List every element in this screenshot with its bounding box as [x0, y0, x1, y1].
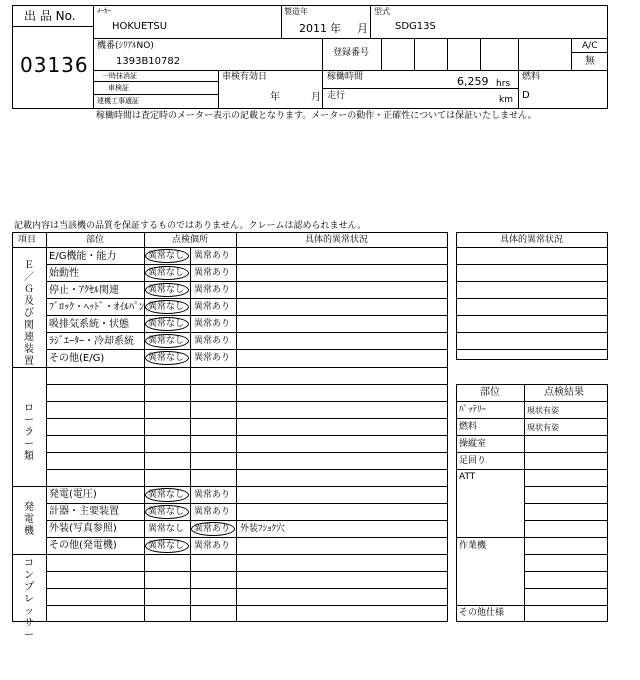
hours-value: 6,259 [457, 75, 489, 88]
check-ok: 異常なし [148, 507, 185, 517]
check-ng: 異常あり [194, 319, 231, 329]
check-ng: 異常あり [194, 302, 231, 312]
part-label: 始動性 [49, 268, 79, 279]
hours-label: 稼働時間 [327, 72, 364, 82]
check-ng: 異常あり [194, 353, 231, 363]
check-ng: 異常あり [194, 336, 231, 346]
col-check: 点検個所 [172, 235, 209, 245]
group-label-char: 発 [24, 502, 34, 513]
hours-unit: hrs [496, 79, 511, 89]
group-label-char: 関 [24, 320, 34, 331]
maker-value: HOKUETSU [112, 21, 168, 32]
group-label-char: 装 [24, 344, 34, 355]
selection-oval [145, 351, 189, 365]
expiry-label: 車検有効日 [222, 72, 268, 82]
part-label: 発電(電圧) [49, 489, 97, 500]
temp-cert-label: 一時抹消証 [102, 72, 137, 80]
month-unit: 月 [357, 22, 368, 35]
col-item: 項目 [18, 235, 37, 245]
group-label-char: レ [24, 594, 34, 605]
result-part: 燃料 [459, 422, 478, 432]
selection-oval [145, 300, 189, 314]
col-result: 点検結果 [544, 387, 584, 398]
group-label-char: ー [24, 439, 34, 450]
km-label: 走行 [327, 91, 346, 101]
selection-oval [145, 488, 189, 502]
year-unit: 年 [330, 22, 341, 35]
right-detail-header: 具体的異常状況 [500, 235, 564, 245]
check-ng: 異常あり [194, 507, 231, 517]
group-label-char: ン [24, 570, 34, 581]
check-ok: 異常なし [148, 285, 185, 295]
group-label-char: ／ [24, 272, 34, 283]
selection-oval [145, 266, 189, 280]
check-ng: 異常あり [194, 268, 231, 278]
shupin-number: 03136 [20, 53, 89, 77]
part-label: ﾗｼﾞｴｰﾀｰ・冷却系統 [49, 336, 134, 347]
group-label-engine [22, 260, 36, 368]
result-part: 作業機 [459, 541, 487, 551]
part-label: 計器・主要装置 [49, 506, 119, 517]
model-value: SDG13S [395, 21, 436, 32]
part-label: 停止・ｱｸｾﾙ関連 [49, 285, 119, 296]
result-part: 操縦室 [459, 439, 487, 449]
group-label-char: 機 [24, 526, 34, 537]
col-detail: 具体的異常状況 [305, 235, 369, 245]
group-label-char: コ [24, 558, 34, 569]
group-label-char: ロ [24, 403, 34, 414]
group-label-char: プ [24, 582, 34, 593]
group-label-char: び [24, 308, 34, 319]
check-ng: 異常あり [194, 524, 231, 534]
expiry-year-unit: 年 [270, 92, 280, 103]
ac-label: A/C [582, 41, 598, 51]
quality-disclaimer: 記載内容は当該機の品質を保証するものではありません。クレームは認められません。 [14, 221, 367, 231]
part-label: その他(発電機) [49, 540, 117, 551]
group-label-compressor [22, 558, 36, 642]
expiry-month-unit: 月 [311, 92, 321, 103]
selection-oval [145, 334, 189, 348]
selection-oval [145, 317, 189, 331]
check-ok: 異常なし [148, 302, 185, 312]
check-ok: 異常なし [148, 319, 185, 329]
serial-value: 1393B10782 [116, 56, 181, 67]
group-label-char: ッ [24, 606, 34, 617]
fuel-label: 燃料 [522, 72, 541, 82]
check-ok: 異常なし [148, 541, 185, 551]
group-label-char: 類 [24, 451, 34, 462]
group-label-char: ー [24, 415, 34, 426]
construction-cert-label: 建機工事適証 [97, 97, 139, 105]
selection-oval [145, 283, 189, 297]
col-part: 部位 [480, 387, 500, 398]
selection-oval [191, 522, 235, 536]
check-ng: 異常あり [194, 285, 231, 295]
group-label-char: サ [24, 618, 34, 629]
part-label: その他(E/G) [49, 353, 105, 364]
check-ok: 異常なし [148, 524, 185, 534]
result-part: その他仕様 [459, 608, 505, 618]
selection-oval [145, 505, 189, 519]
group-label-generator [22, 502, 36, 538]
inspection-cert-label: 車検証 [108, 84, 129, 92]
group-label-char: ー [24, 630, 34, 641]
part-label: 外装(写真参照) [49, 523, 117, 534]
check-ok: 異常なし [148, 268, 185, 278]
maker-label: ﾒｰｶｰ [97, 7, 111, 15]
check-ok: 異常なし [148, 336, 185, 346]
group-label-rollers [22, 403, 36, 463]
part-label: E/G機能・能力 [49, 251, 117, 262]
result-part: ﾊﾞｯﾃﾘｰ [459, 405, 487, 415]
check-ok: 異常なし [148, 251, 185, 261]
part-label: ﾌﾞﾛｯｸ・ﾍｯﾄﾞ・ｵｲﾙﾊﾟﾝ [49, 302, 144, 313]
group-label-char: Ｅ [24, 260, 34, 271]
check-ok: 異常なし [148, 490, 185, 500]
year-value: 2011 [299, 22, 327, 35]
model-label: 型式 [374, 7, 390, 16]
col-part: 部位 [86, 235, 105, 245]
check-ok: 異常なし [148, 353, 185, 363]
registration-label: 登録番号 [333, 48, 370, 58]
selection-oval [145, 539, 189, 553]
group-label-char: 及 [24, 296, 34, 307]
group-label-char: ラ [24, 427, 34, 438]
group-label-char: 連 [24, 332, 34, 343]
shupin-label: 出 品 No. [24, 9, 76, 23]
ac-value: 無 [585, 56, 595, 67]
group-label-char: 電 [24, 514, 34, 525]
result-value: 現状有姿 [527, 423, 559, 432]
fuel-value: D [522, 90, 530, 101]
group-label-char: 置 [24, 356, 34, 367]
result-part: 足回り [459, 456, 487, 466]
part-label: 吸排気系統・状態 [49, 319, 129, 330]
serial-label: 機番(ｼﾘｱﾙNO) [97, 41, 154, 51]
selection-oval [145, 249, 189, 263]
detail-text: 外装ﾌｼｮｸ穴 [240, 524, 286, 534]
year-label: 製造年 [284, 7, 308, 16]
group-label-char: Ｇ [24, 284, 34, 295]
meter-disclaimer: 稼働時間は査定時のメーター表示の記載となります。メーターの動作・正確性については保証いたしません。 [96, 111, 537, 121]
check-ng: 異常あり [194, 251, 231, 261]
result-part: ATT [459, 472, 476, 482]
result-value: 現状有姿 [527, 406, 559, 415]
km-unit: km [499, 95, 513, 105]
check-ng: 異常あり [194, 490, 231, 500]
check-ng: 異常あり [194, 541, 231, 551]
